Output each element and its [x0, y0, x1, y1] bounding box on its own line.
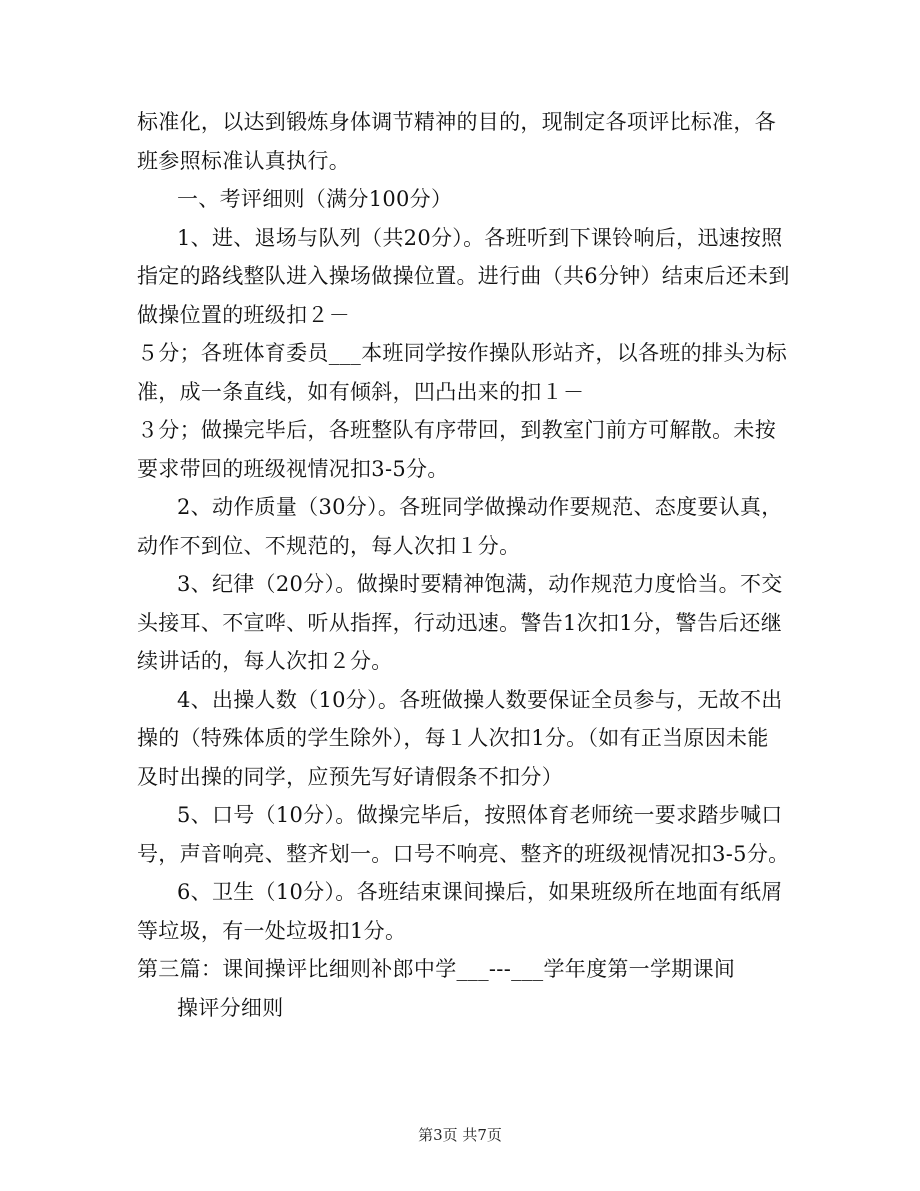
- text-line: 6、卫生（10分）。各班结束课间操后，如果班级所在地面有纸屑: [177, 880, 783, 904]
- document-body: [137, 103, 790, 1027]
- text-line: 3、纪律（20分）。做操时要精神饱满，动作规范力度恰当。不交: [177, 572, 783, 596]
- text-line: 头接耳、不宣哗、听从指挥，行动迅速。警告1次扣1分，警告后还继: [137, 610, 783, 635]
- text-line: 号，声音响亮、整齐划一。口号不响亮、整齐的班级视情况扣3-5分。: [137, 841, 790, 866]
- text-line: 准，成一条直线，如有倾斜，凹凸出来的扣１－: [137, 379, 585, 404]
- text-line: ３分；做操完毕后，各班整队有序带回，到教室门前方可解散。未按: [137, 418, 776, 442]
- text-line: 等垃圾，有一处垃圾扣1分。: [137, 918, 407, 943]
- section-heading: 一、考评细则（满分100分）: [177, 187, 453, 211]
- text-line: 1、进、退场与队列（共20分）。各班听到下课铃响后，迅速按照: [177, 225, 783, 250]
- text-line: 操的（特殊体质的学生除外），每１人次扣1分。（如有正当原因未能: [137, 726, 769, 750]
- text-line: 及时出操的同学，应预先写好请假条不扣分）: [137, 764, 563, 789]
- text-line: 5、口号（10分）。做操完毕后，按照体育老师统一要求踏步喊口: [177, 803, 783, 827]
- article-title-line: 第三篇：课间操评比细则补郎中学___---___学年度第一学期课间: [137, 957, 736, 981]
- text-line: 班参照标准认真执行。: [137, 148, 350, 173]
- text-line: 4、出操人数（10分）。各班做操人数要保证全员参与，无故不出: [177, 687, 783, 712]
- text-line: 续讲话的，每人次扣２分。: [137, 649, 393, 673]
- text-line: 做操位置的班级扣２－: [137, 302, 350, 327]
- page-number: 第3页 共7页: [418, 1126, 502, 1144]
- text-line: ５分；各班体育委员___本班同学按作操队形站齐，以各班的排头为标: [137, 341, 788, 365]
- article-title-line: 操评分细则: [177, 995, 284, 1020]
- text-line: 标准化，以达到锻炼身体调节精神的目的，现制定各项评比标准，各: [137, 110, 776, 134]
- text-line: 要求带回的班级视情况扣3-5分。: [137, 456, 449, 481]
- text-line: 指定的路线整队进入操场做操位置。进行曲（共6分钟）结束后还未到: [137, 264, 790, 288]
- text-line: 2、动作质量（30分）。各班同学做操动作要规范、态度要认真，: [177, 495, 783, 519]
- text-line: 动作不到位、不规范的，每人次扣１分。: [137, 533, 521, 558]
